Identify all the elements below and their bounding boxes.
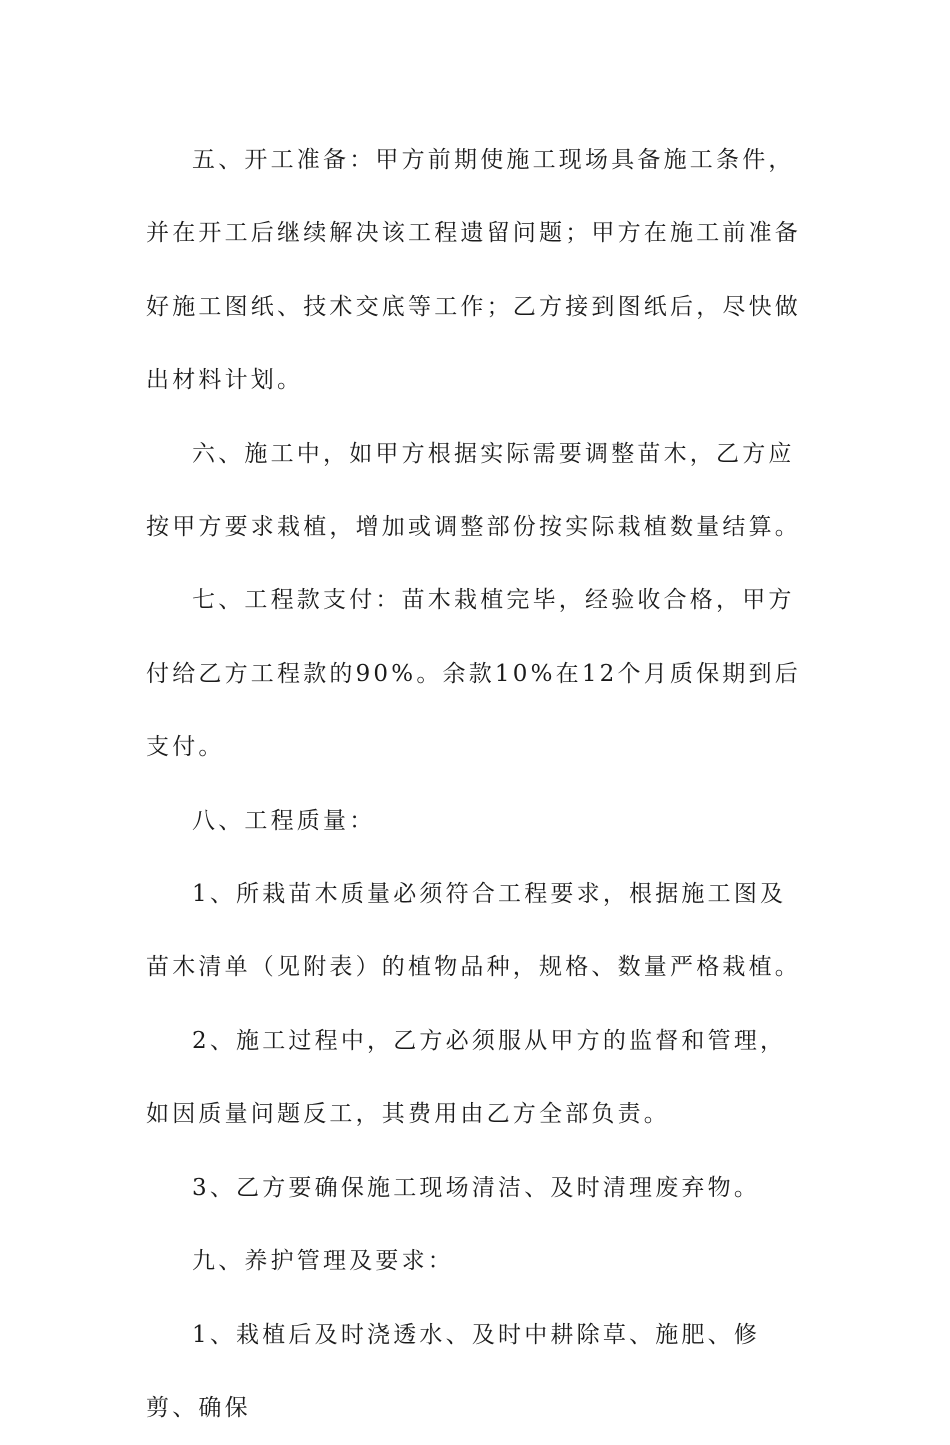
document-body bbox=[146, 124, 806, 1445]
paragraph-quality-item-1: 1、所栽苗木质量必须符合工程要求，根据施工图及苗木清单（见附表）的植物品种，规格、数量严格栽植。 bbox=[146, 858, 806, 1005]
paragraph-maintenance-item-1: 1、栽植后及时浇透水、及时中耕除草、施肥、修剪、确保 bbox=[146, 1299, 806, 1445]
paragraph-start-preparation: 五、开工准备：甲方前期使施工现场具备施工条件，并在开工后继续解决该工程遗留问题；甲方在施工前准备好施工图纸、技术交底等工作；乙方接到图纸后，尽快做出材料计划。 bbox=[146, 124, 806, 418]
paragraph-quality-item-3: 3、乙方要确保施工现场清洁、及时清理废弃物。 bbox=[146, 1152, 806, 1225]
paragraph-payment-terms: 七、工程款支付：苗木栽植完毕，经验收合格，甲方付给乙方工程款的90%。余款10%在12个月质保期到后支付。 bbox=[146, 564, 806, 784]
paragraph-seedling-adjustment: 六、施工中，如甲方根据实际需要调整苗木，乙方应按甲方要求栽植，增加或调整部份按实际栽植数量结算。 bbox=[146, 418, 806, 565]
paragraph-quality-item-2: 2、施工过程中，乙方必须服从甲方的监督和管理，如因质量问题反工，其费用由乙方全部负责。 bbox=[146, 1005, 806, 1152]
section-heading-maintenance: 九、养护管理及要求： bbox=[146, 1225, 806, 1298]
section-heading-quality: 八、工程质量： bbox=[146, 785, 806, 858]
